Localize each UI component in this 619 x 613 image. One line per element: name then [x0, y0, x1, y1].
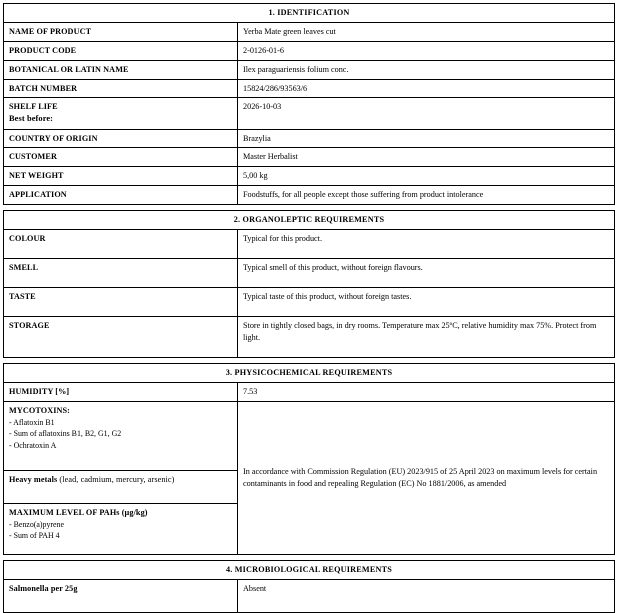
- row-label-taste: TASTE: [4, 287, 238, 316]
- heavy-metals-title: Heavy metals: [9, 474, 58, 484]
- table-row: [4, 98, 615, 129]
- row-value-batch-number: 15824/286/93563/6: [238, 79, 615, 98]
- row-label-batch-number: BATCH NUMBER: [4, 79, 238, 98]
- table-row: [4, 287, 615, 316]
- row-value-taste: Typical taste of this product, without foreign tastes.: [238, 287, 615, 316]
- section-1-header-row: [4, 4, 615, 23]
- row-label-pahs: [4, 503, 238, 554]
- row-label-humidity: HUMIDITY [%]: [4, 382, 238, 401]
- section-2-heading: 2. ORGANOLEPTIC REQUIREMENTS: [4, 211, 615, 230]
- row-label-country-of-origin: COUNTRY OF ORIGIN: [4, 129, 238, 148]
- section-3-heading: 3. PHYSICOCHEMICAL REQUIREMENTS: [4, 363, 615, 382]
- section-3-header-row: [4, 363, 615, 382]
- table-row: [4, 129, 615, 148]
- heavy-metals-detail: (lead, cadmium, mercury, arsenic): [57, 474, 175, 484]
- table-row: [4, 148, 615, 167]
- table-row: [4, 186, 615, 205]
- row-value-storage: Store in tightly closed bags, in dry rooms. Temperature max 25ºC, relative humidity max 75%. Protect from light.: [238, 316, 615, 357]
- row-value-regulation-reference: In accordance with Commission Regulation (EU) 2023/915 of 25 April 2023 on maximum levels for certain contaminants in food and repealing Regulation (EC) No 1881/2006, as amended: [238, 401, 615, 554]
- table-row: [4, 229, 615, 258]
- row-value-humidity: 7.53: [238, 382, 615, 401]
- row-value-name-of-product: Yerba Mate green leaves cut: [238, 22, 615, 41]
- row-value-salmonella: Absent: [238, 579, 615, 612]
- row-label-smell: SMELL: [4, 258, 238, 287]
- mycotoxins-item-sum-aflatoxins: - Sum of aflatoxins B1, B2, G1, G2: [9, 429, 122, 439]
- table-row: [4, 167, 615, 186]
- table-row: [4, 79, 615, 98]
- row-value-smell: Typical smell of this product, without foreign flavours.: [238, 258, 615, 287]
- row-value-country-of-origin: Brazylia: [238, 129, 615, 148]
- table-row: [4, 60, 615, 79]
- mycotoxins-title: MYCOTOXINS:: [9, 405, 70, 415]
- row-value-product-code: 2-0126-01-6: [238, 41, 615, 60]
- section-1-heading: 1. IDENTIFICATION: [4, 4, 615, 23]
- row-label-name-of-product: NAME OF PRODUCT: [4, 22, 238, 41]
- pahs-item-benzopyrene: - Benzo(a)pyrene: [9, 519, 64, 529]
- table-row: [4, 258, 615, 287]
- row-label-heavy-metals: [4, 470, 238, 503]
- row-value-application: Foodstuffs, for all people except those suffering from product intolerance: [238, 186, 615, 205]
- row-value-shelf-life: 2026-10-03: [238, 98, 615, 129]
- section-4-microbiological-table: [3, 560, 615, 613]
- row-label-application: APPLICATION: [4, 186, 238, 205]
- table-row: [4, 22, 615, 41]
- section-4-heading: 4. MICROBIOLOGICAL REQUIREMENTS: [4, 560, 615, 579]
- shelf-life-label-line1: SHELF LIFE: [9, 102, 58, 112]
- section-2-organoleptic-table: [3, 210, 615, 358]
- section-2-header-row: [4, 211, 615, 230]
- row-value-net-weight: 5,00 kg: [238, 167, 615, 186]
- table-row: [4, 41, 615, 60]
- row-label-colour: COLOUR: [4, 229, 238, 258]
- row-label-customer: CUSTOMER: [4, 148, 238, 167]
- pahs-title: MAXIMUM LEVEL OF PAHs (µg/kg): [9, 507, 148, 517]
- shelf-life-label-line2: Best before:: [9, 114, 54, 124]
- table-row: [4, 401, 615, 470]
- row-value-colour: Typical for this product.: [238, 229, 615, 258]
- row-label-storage: STORAGE: [4, 316, 238, 357]
- section-4-header-row: [4, 560, 615, 579]
- row-value-customer: Master Herbalist: [238, 148, 615, 167]
- pahs-item-sum-pah4: - Sum of PAH 4: [9, 531, 60, 541]
- table-row: [4, 316, 615, 357]
- row-label-shelf-life: [4, 98, 238, 129]
- row-label-botanical-name: BOTANICAL OR LATIN NAME: [4, 60, 238, 79]
- section-3-physicochemical-table: [3, 363, 615, 555]
- mycotoxins-item-ochratoxin-a: - Ochratoxin A: [9, 440, 57, 450]
- table-row: [4, 382, 615, 401]
- row-value-botanical-name: Ilex paraguariensis folium conc.: [238, 60, 615, 79]
- mycotoxins-item-aflatoxin-b1: - Aflatoxin B1: [9, 417, 55, 427]
- row-label-product-code: PRODUCT CODE: [4, 41, 238, 60]
- section-1-identification-table: [3, 3, 615, 205]
- row-label-salmonella: Salmonella per 25g: [4, 579, 238, 612]
- row-label-net-weight: NET WEIGHT: [4, 167, 238, 186]
- row-label-mycotoxins: [4, 401, 238, 470]
- table-row: [4, 579, 615, 612]
